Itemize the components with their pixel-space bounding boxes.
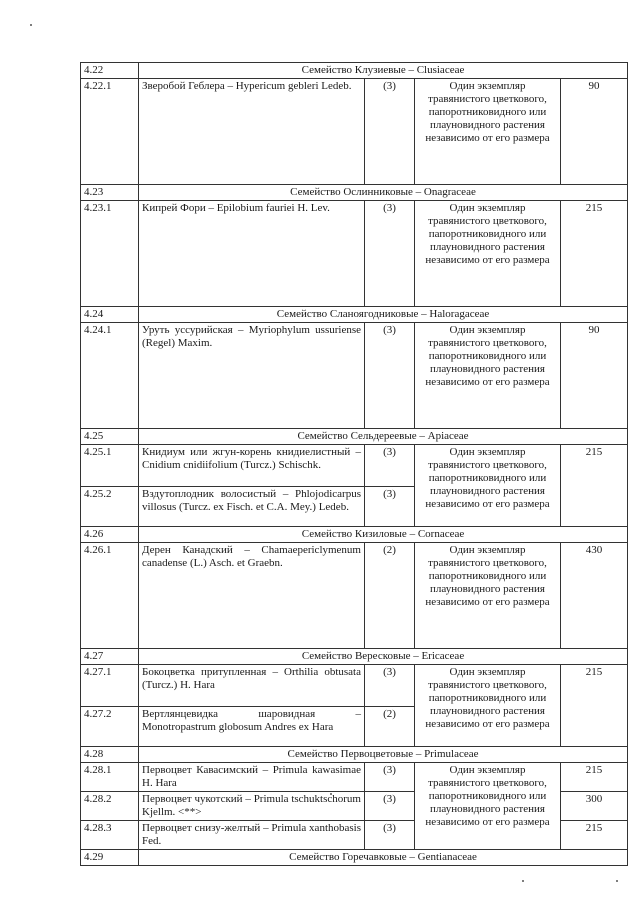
unit-description: Один экземпляр травянистого цветкового, папоротниковидного или плауновидного растения независимо от его размера — [415, 201, 561, 307]
species-row — [81, 323, 628, 429]
unit-description: Один экземпляр травянистого цветкового, папоротниковидного или плауновидного растения независимо от его размера — [415, 79, 561, 185]
family-row — [81, 185, 628, 201]
row-number: 4.28 — [81, 747, 139, 763]
species-rates-table — [80, 62, 628, 866]
family-row — [81, 429, 628, 445]
row-number: 4.26 — [81, 527, 139, 543]
row-number: 4.28.3 — [81, 821, 139, 850]
species-name: Первоцвет чукотский – Primula tschuktschorum Kjellm. <**> — [139, 792, 365, 821]
family-row — [81, 307, 628, 323]
rarity-category: (2) — [365, 707, 415, 747]
species-name: Первоцвет Кавасимский – Primula kawasimae H. Hara — [139, 763, 365, 792]
row-number: 4.23 — [81, 185, 139, 201]
row-number: 4.28.1 — [81, 763, 139, 792]
species-name: Вздутоплодник волосистый – Phlojodicarpus villosus (Turcz. ex Fisch. et C.A. Mey.) Ledeb. — [139, 487, 365, 527]
row-number: 4.27 — [81, 649, 139, 665]
row-number: 4.25.2 — [81, 487, 139, 527]
family-row — [81, 63, 628, 79]
rarity-category: (3) — [365, 201, 415, 307]
species-name: Зверобой Геблера – Hypericum gebleri Ledeb. — [139, 79, 365, 185]
unit-description: Один экземпляр травянистого цветкового, папоротниковидного или плауновидного растения независимо от его размера — [415, 445, 561, 527]
row-number: 4.24.1 — [81, 323, 139, 429]
species-name: Уруть уссурийская – Myriophylum ussuriense (Regel) Maxim. — [139, 323, 365, 429]
species-name: Первоцвет снизу-желтый – Primula xanthobasis Fed. — [139, 821, 365, 850]
rarity-category: (3) — [365, 665, 415, 707]
rate-value: 215 — [561, 821, 628, 850]
row-number: 4.22 — [81, 63, 139, 79]
family-title: Семейство Сельдереевые – Apiaceae — [139, 429, 628, 445]
species-name: Книдиум или жгун-корень книдиелистный – Cnidium cnidiifolium (Turcz.) Schischk. — [139, 445, 365, 487]
rarity-category: (3) — [365, 792, 415, 821]
rarity-category: (3) — [365, 323, 415, 429]
rate-value: 215 — [561, 445, 628, 527]
unit-description: Один экземпляр травянистого цветкового, папоротниковидного или плауновидного растения независимо от его размера — [415, 665, 561, 747]
family-row — [81, 850, 628, 866]
rarity-category: (3) — [365, 445, 415, 487]
scan-speck — [522, 880, 524, 882]
row-number: 4.27.2 — [81, 707, 139, 747]
species-row — [81, 79, 628, 185]
unit-description: Один экземпляр травянистого цветкового, папоротниковидного или плауновидного растения независимо от его размера — [415, 763, 561, 850]
rate-value: 90 — [561, 79, 628, 185]
row-number: 4.27.1 — [81, 665, 139, 707]
species-row — [81, 201, 628, 307]
family-title: Семейство Сланоягодниковые – Haloragaceae — [139, 307, 628, 323]
unit-description: Один экземпляр травянистого цветкового, папоротниковидного или плауновидного растения независимо от его размера — [415, 543, 561, 649]
family-row — [81, 527, 628, 543]
row-number: 4.29 — [81, 850, 139, 866]
rate-value: 215 — [561, 763, 628, 792]
family-title: Семейство Клузиевые – Clusiaceae — [139, 63, 628, 79]
rate-value: 215 — [561, 201, 628, 307]
family-row — [81, 649, 628, 665]
species-row — [81, 763, 628, 792]
family-row — [81, 747, 628, 763]
scan-speck — [30, 24, 32, 26]
row-number: 4.24 — [81, 307, 139, 323]
rarity-category: (2) — [365, 543, 415, 649]
species-name: Вертлянцевидка шаровидная – Monotropastrum globosum Andres ex Hara — [139, 707, 365, 747]
row-number: 4.23.1 — [81, 201, 139, 307]
species-name: Кипрей Фори – Epilobium fauriei H. Lev. — [139, 201, 365, 307]
rarity-category: (3) — [365, 821, 415, 850]
species-row — [81, 445, 628, 487]
rate-value: 90 — [561, 323, 628, 429]
family-title: Семейство Кизиловые – Cornaceae — [139, 527, 628, 543]
rarity-category: (3) — [365, 487, 415, 527]
row-number: 4.25 — [81, 429, 139, 445]
row-number: 4.26.1 — [81, 543, 139, 649]
species-name: Дерен Канадский – Chamaepericlymenum canadense (L.) Asch. et Graebn. — [139, 543, 365, 649]
family-title: Семейство Ослинниковые – Onagraceae — [139, 185, 628, 201]
rate-value: 430 — [561, 543, 628, 649]
rate-value: 300 — [561, 792, 628, 821]
family-title: Семейство Горечавковые – Gentianaceae — [139, 850, 628, 866]
species-row — [81, 543, 628, 649]
species-row — [81, 665, 628, 707]
scan-speck — [616, 880, 618, 882]
row-number: 4.25.1 — [81, 445, 139, 487]
row-number: 4.28.2 — [81, 792, 139, 821]
unit-description: Один экземпляр травянистого цветкового, папоротниковидного или плауновидного растения независимо от его размера — [415, 323, 561, 429]
species-name: Бокоцветка притупленная – Orthilia obtusata (Turcz.) H. Hara — [139, 665, 365, 707]
rarity-category: (3) — [365, 763, 415, 792]
family-title: Семейство Первоцветовые – Primulaceae — [139, 747, 628, 763]
row-number: 4.22.1 — [81, 79, 139, 185]
rarity-category: (3) — [365, 79, 415, 185]
rate-value: 215 — [561, 665, 628, 747]
family-title: Семейство Вересковые – Ericaceae — [139, 649, 628, 665]
